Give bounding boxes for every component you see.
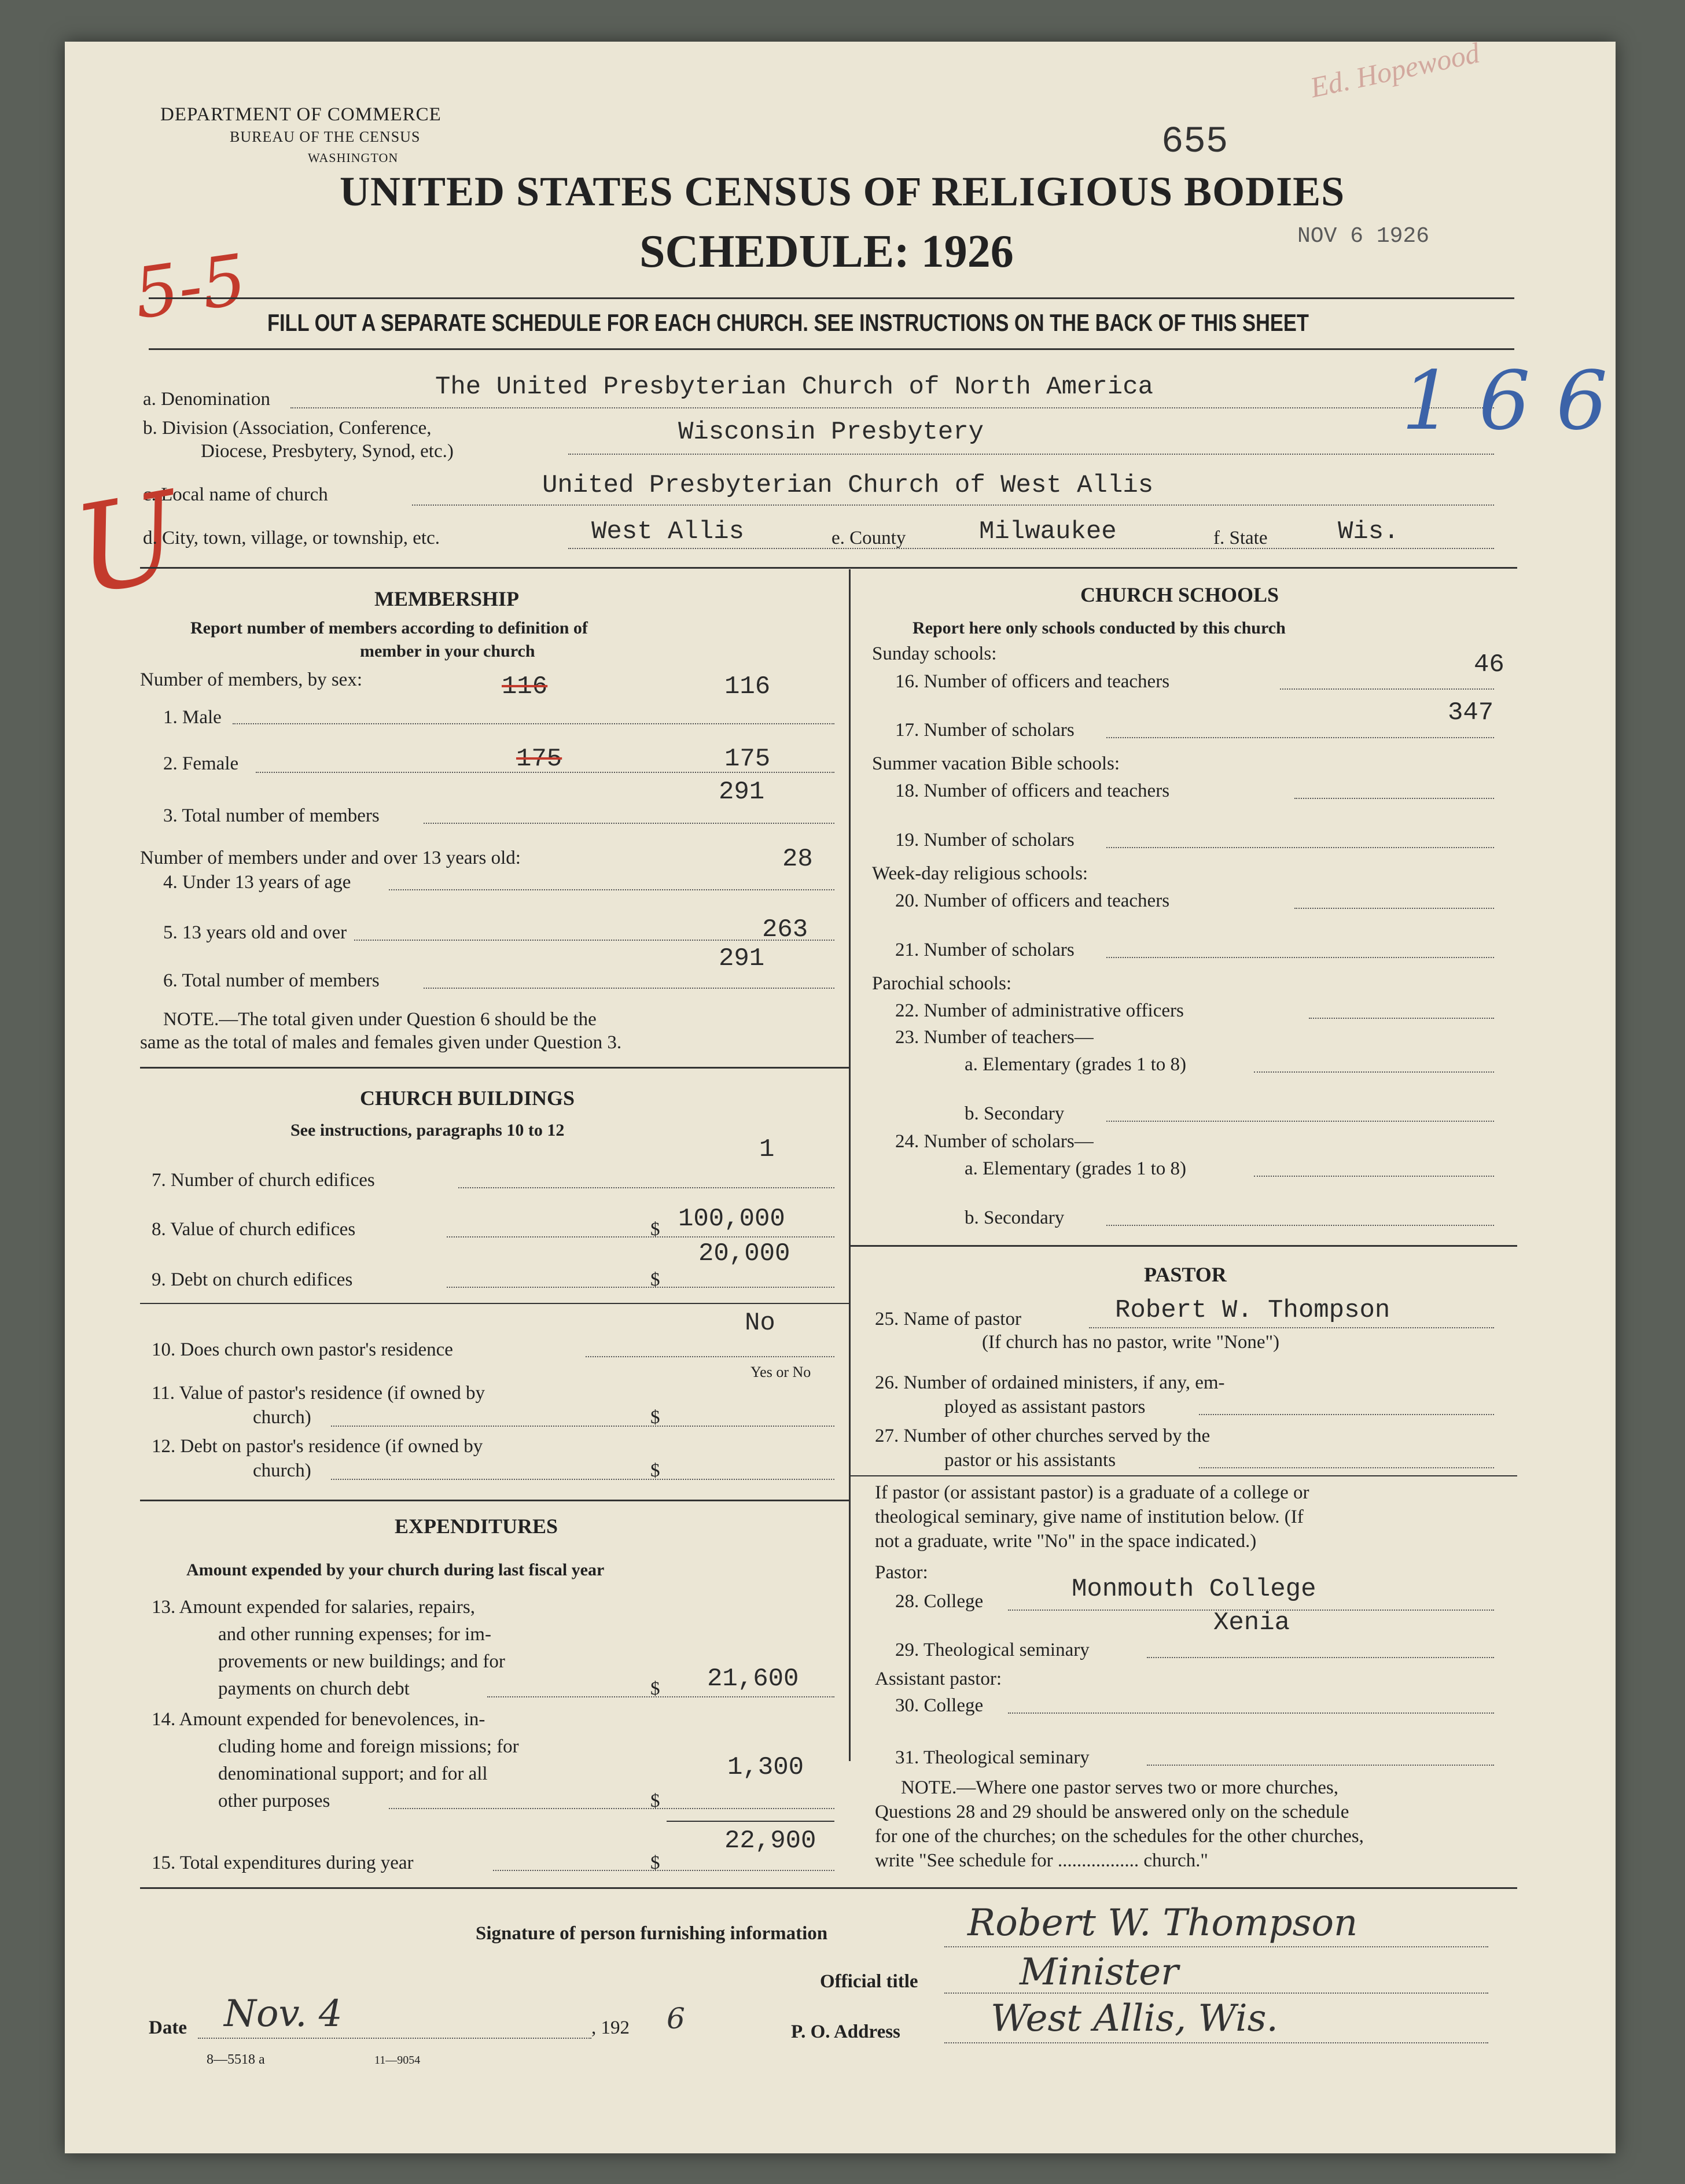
department-name: DEPARTMENT OF COMMERCE <box>160 104 442 125</box>
po-address-value: West Allis, Wis. <box>991 1997 1278 2040</box>
parochial-schools-label: Parochial schools: <box>872 973 1012 994</box>
q13-label-3: provements or new buildings; and for <box>218 1651 505 1672</box>
q14-label-4: other purposes <box>218 1791 330 1811</box>
pastor-note-3: for one of the churches; on the schedules for the other churches, <box>875 1826 1364 1847</box>
q11-dollar: $ <box>650 1407 660 1428</box>
signature-value: Robert W. Thompson <box>967 1902 1358 1944</box>
buildings-sub: See instructions, paragraphs 10 to 12 <box>290 1121 565 1140</box>
city-value: West Allis <box>591 517 745 546</box>
date-label: Date <box>149 2017 187 2038</box>
q8-value-label: 8. Value of church edifices <box>152 1219 356 1240</box>
q2-female-value: 175 <box>724 745 771 774</box>
q15-label: 15. Total expenditures during year <box>152 1852 414 1873</box>
q26-label-1: 26. Number of ordained ministers, if any, em- <box>875 1372 1225 1393</box>
q23a-label: a. Elementary (grades 1 to 8) <box>965 1054 1187 1075</box>
pastor-note-4: write "See schedule for ................. church." <box>875 1850 1208 1871</box>
q11-label-1: 11. Value of pastor's residence (if owned by <box>152 1383 485 1404</box>
q13-label-4: payments on church debt <box>218 1678 410 1699</box>
instructions-banner: FILL OUT A SEPARATE SCHEDULE FOR EACH CHURCH. SEE INSTRUCTIONS ON THE BACK OF THIS SHEET <box>267 309 1309 336</box>
summer-schools-label: Summer vacation Bible schools: <box>872 753 1120 774</box>
blue-code-mark: 1 6 6 <box>1401 354 1608 448</box>
q14-label-3: denominational support; and for all <box>218 1763 488 1784</box>
q15-value: 22,900 <box>724 1826 816 1855</box>
pastor-note-2: Questions 28 and 29 should be answered only on the schedule <box>875 1802 1349 1822</box>
membership-note-2: same as the total of males and females given under Question 3. <box>140 1032 622 1053</box>
official-title-label: Official title <box>820 1971 918 1992</box>
pastor-subheading: Pastor: <box>875 1562 928 1583</box>
q31-label: 31. Theological seminary <box>895 1747 1090 1768</box>
q17-value: 347 <box>1448 698 1494 727</box>
age-section-label: Number of members under and over 13 years old: <box>140 848 521 868</box>
q8-value: 100,000 <box>678 1205 785 1233</box>
q14-label-1: 14. Amount expended for benevolences, in- <box>152 1709 485 1730</box>
q18-label: 18. Number of officers and teachers <box>895 780 1170 801</box>
received-date-stamp: NOV 6 1926 <box>1297 224 1430 249</box>
county-value: Milwaukee <box>979 517 1117 546</box>
q24a-label: a. Elementary (grades 1 to 8) <box>965 1158 1187 1179</box>
q10-residence-value: No <box>745 1309 775 1338</box>
city-label: d. City, town, village, or township, etc. <box>143 528 440 548</box>
q6-total-label: 6. Total number of members <box>163 970 380 991</box>
q29-label: 29. Theological seminary <box>895 1640 1090 1660</box>
division-label-1: b. Division (Association, Conference, <box>143 418 432 439</box>
q16-label: 16. Number of officers and teachers <box>895 671 1170 692</box>
q21-label: 21. Number of scholars <box>895 940 1075 960</box>
local-name-value: United Presbyterian Church of West Allis <box>542 471 1154 500</box>
q8-dollar: $ <box>650 1219 660 1240</box>
form-title: UNITED STATES CENSUS OF RELIGIOUS BODIES <box>340 168 1345 215</box>
expenditures-heading: EXPENDITURES <box>395 1515 558 1538</box>
print-number: 11—9054 <box>374 2054 421 2067</box>
bureau-city: WASHINGTON <box>308 150 399 165</box>
q22-label: 22. Number of administrative officers <box>895 1000 1184 1021</box>
q4-under13-value: 28 <box>782 845 813 874</box>
year-prefix: , 192 <box>591 2017 630 2038</box>
corner-pencil-note: Ed. Hopewood <box>1307 36 1482 104</box>
q20-label: 20. Number of officers and teachers <box>895 890 1170 911</box>
signature-label: Signature of person furnishing information <box>476 1923 828 1944</box>
q6-total-value: 291 <box>719 944 765 973</box>
q23b-label: b. Secondary <box>965 1103 1065 1124</box>
schools-sub: Report here only schools conducted by this church <box>913 618 1286 638</box>
q24b-label: b. Secondary <box>965 1207 1065 1228</box>
red-mark-u: U <box>65 465 190 623</box>
q9-dollar: $ <box>650 1269 660 1290</box>
q1-struck-value: 116 <box>502 672 548 701</box>
q16-value: 46 <box>1474 650 1504 679</box>
census-form-sheet <box>65 36 1616 2153</box>
county-label: e. County <box>832 528 906 548</box>
official-title-value: Minister <box>1020 1951 1179 1994</box>
q13-label-1: 13. Amount expended for salaries, repairs, <box>152 1597 476 1618</box>
pastor-heading: PASTOR <box>1144 1263 1227 1286</box>
q7-edifices-label: 7. Number of church edifices <box>152 1170 375 1191</box>
q7-edifices-value: 1 <box>759 1135 775 1164</box>
q14-label-2: cluding home and foreign missions; for <box>218 1736 519 1757</box>
membership-sub-2: member in your church <box>360 642 535 661</box>
membership-heading: MEMBERSHIP <box>374 587 520 610</box>
q9-debt-label: 9. Debt on church edifices <box>152 1269 353 1290</box>
graduate-note-1: If pastor (or assistant pastor) is a graduate of a college or <box>875 1482 1309 1503</box>
bureau-name: BUREAU OF THE CENSUS <box>230 128 421 145</box>
year-digit: 6 <box>667 2002 685 2035</box>
local-name-label: c. Local name of church <box>143 484 328 505</box>
q5-over13-label: 5. 13 years old and over <box>163 922 347 943</box>
state-value: Wis. <box>1338 517 1399 546</box>
po-address-label: P. O. Address <box>791 2021 900 2042</box>
q1-male-label: 1. Male <box>163 707 222 728</box>
q24-label: 24. Number of scholars— <box>895 1131 1094 1152</box>
denomination-value: The United Presbyterian Church of North America <box>435 373 1154 402</box>
q11-label-2: church) <box>253 1407 311 1428</box>
q1-male-value: 116 <box>724 672 771 701</box>
pastor-note-1: NOTE.—Where one pastor serves two or more churches, <box>901 1777 1338 1798</box>
q25-label: 25. Name of pastor <box>875 1309 1021 1329</box>
q14-dollar: $ <box>650 1791 660 1811</box>
q2-female-label: 2. Female <box>163 753 239 774</box>
assistant-subheading: Assistant pastor: <box>875 1669 1002 1689</box>
division-label-2: Diocese, Presbytery, Synod, etc.) <box>201 441 454 462</box>
red-mark-5-5: 5-5 <box>129 240 251 335</box>
q27-label-2: pastor or his assistants <box>944 1450 1116 1471</box>
members-by-sex-label: Number of members, by sex: <box>140 669 362 690</box>
q13-value: 21,600 <box>707 1664 799 1693</box>
q25-pastor-name: Robert W. Thompson <box>1115 1296 1390 1325</box>
q12-label-1: 12. Debt on pastor's residence (if owned by <box>152 1436 483 1457</box>
q23-label: 23. Number of teachers— <box>895 1027 1094 1048</box>
schools-heading: CHURCH SCHOOLS <box>1080 583 1279 606</box>
q15-dollar: $ <box>650 1852 660 1873</box>
weekday-schools-label: Week-day religious schools: <box>872 863 1088 884</box>
q3-total-value: 291 <box>719 778 765 806</box>
q12-label-2: church) <box>253 1460 311 1481</box>
division-value: Wisconsin Presbytery <box>678 418 984 447</box>
q10-residence-label: 10. Does church own pastor's residence <box>152 1339 453 1360</box>
date-value: Nov. 4 <box>224 1993 343 2035</box>
membership-sub-1: Report number of members according to definition of <box>190 618 588 638</box>
schedule-number: 655 <box>1161 121 1228 163</box>
graduate-note-3: not a graduate, write "No" in the space indicated.) <box>875 1531 1257 1552</box>
state-label: f. State <box>1213 528 1268 548</box>
q28-label: 28. College <box>895 1591 984 1612</box>
membership-note-1: NOTE.—The total given under Question 6 should be the <box>163 1009 597 1030</box>
q13-label-2: and other running expenses; for im- <box>218 1624 491 1645</box>
sunday-schools-label: Sunday schools: <box>872 643 997 664</box>
q12-dollar: $ <box>650 1460 660 1481</box>
q25-hint: (If church has no pastor, write "None") <box>982 1332 1280 1353</box>
q30-label: 30. College <box>895 1695 984 1716</box>
q10-hint: Yes or No <box>750 1364 811 1380</box>
form-number: 8—5518 a <box>207 2052 265 2067</box>
q14-value: 1,300 <box>727 1753 804 1782</box>
denomination-label: a. Denomination <box>143 389 270 410</box>
q4-under13-label: 4. Under 13 years of age <box>163 872 351 893</box>
schedule-year-title: SCHEDULE: 1926 <box>639 226 1014 277</box>
q28-college-value: Monmouth College <box>1072 1575 1316 1604</box>
expenditures-sub: Amount expended by your church during last fiscal year <box>186 1560 605 1579</box>
q3-total-label: 3. Total number of members <box>163 805 380 826</box>
q26-label-2: ployed as assistant pastors <box>944 1397 1146 1417</box>
q13-dollar: $ <box>650 1678 660 1699</box>
q17-label: 17. Number of scholars <box>895 720 1075 741</box>
q2-struck-value: 175 <box>516 745 562 774</box>
q19-label: 19. Number of scholars <box>895 830 1075 850</box>
graduate-note-2: theological seminary, give name of institution below. (If <box>875 1507 1304 1527</box>
q28-college-value-2: Xenia <box>1213 1608 1290 1637</box>
q27-label-1: 27. Number of other churches served by the <box>875 1426 1211 1446</box>
q9-debt-value: 20,000 <box>698 1239 790 1268</box>
buildings-heading: CHURCH BUILDINGS <box>360 1087 575 1110</box>
q5-over13-value: 263 <box>762 915 808 944</box>
